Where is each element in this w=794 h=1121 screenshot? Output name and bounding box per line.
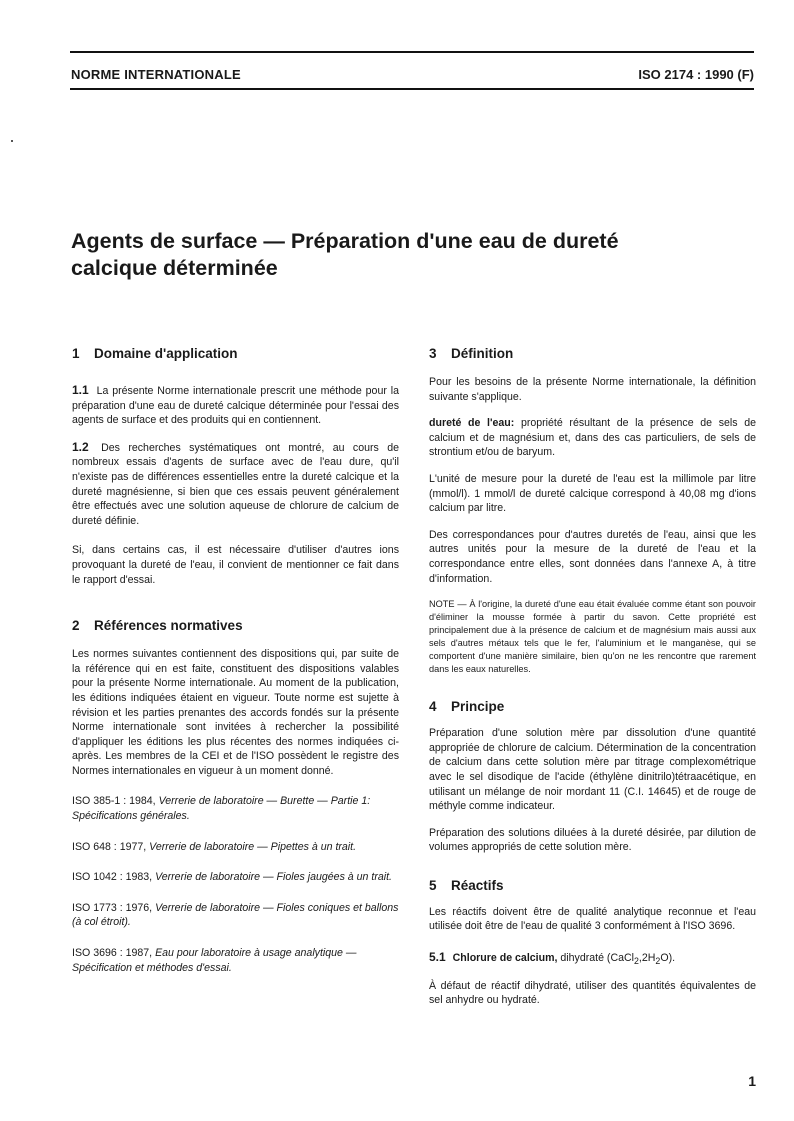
clause-1-note: Si, dans certains cas, il est nécessaire d'utiliser d'autres ions provoquant la dureté de l'eau, il convient de mentionner ce fait dans le rapport d'essai.	[72, 544, 399, 586]
section-4-heading: 4 Principe	[429, 699, 505, 715]
clause-5-1-alternative: À défaut de réactif dihydraté, utiliser des quantités équivalentes de sel anhydre ou hydraté.	[429, 979, 756, 1007]
definition-water-hardness: dureté de l'eau: propriété résultant de la présence de sels de calcium et de magnésium et, dans des cas particuliers, de sels de strontium et/ou de baryum.	[429, 417, 756, 459]
section-2-heading: 2 Références normatives	[72, 618, 243, 634]
reference-list	[72, 794, 399, 975]
section-4-principle: Préparation d'une solution mère par dissolution d'une quantité appropriée de chlorure de calcium. Détermination de la concentration de calcium dans cette solution mère par titrage complexométrique avec le sel disodique de l'acide (éthylène dinitrilo)tétraacétique, en utilisant un mélange de noir mordant 11 (C.I. 14645) et de rouge de méthyle comme indicateur.	[429, 727, 756, 813]
reference-item: ISO 1042 : 1983, Verrerie de laboratoire — Fioles jaugées à un trait.	[72, 871, 392, 884]
section-2-intro: Les normes suivantes contiennent des dispositions qui, par suite de la référence qui en est faite, constituent des dispositions valables pour la présente Norme internationale. Au moment de la publication, les éditions indiquées étaient en vigueur. Toute norme est sujette à révision et les parties prenantes des accords fondés sur la présente Norme internationale sont invitées à rechercher la possibilité d'appliquer les éditions les plus récentes des normes indiquées ci-après. Les membres de la CEI et de l'ISO possèdent le registre des Normes internationales en vigueur à un moment donné.	[72, 648, 399, 777]
clause-1-1: 1.1 La présente Norme internationale prescrit une méthode pour la préparation d'une eau de dureté calcique déterminée pour l'essai des agents de surface et des produits qui en contiennent.	[72, 383, 399, 427]
margin-mark	[11, 140, 13, 142]
section-5-intro: Les réactifs doivent être de qualité analytique reconnue et l'eau utilisée doit être de l'eau de qualité 3 conformément à l'ISO 3696.	[429, 905, 756, 933]
right-column	[429, 345, 756, 1008]
section-4-dilution: Préparation des solutions diluées à la dureté désirée, par dilution de volumes appropriés de cette solution mère.	[429, 826, 756, 854]
section-3-note: NOTE — À l'origine, la dureté d'une eau était évaluée comme étant son pouvoir d'éliminer la mousse formée à partir du savon. Cette propriété est principalement due à la présence de calcium et de magnésium mais aussi aux sels d'autres métaux tels que le fer, l'aluminium et le manganèse, qui se comportent d'une manière similaire, bien qu'on ne les rencontre que rarement dans les eaux naturelles.	[429, 599, 756, 675]
reference-item: ISO 3696 : 1987, Eau pour laboratoire à usage analytique — Spécification et méthodes d'essai.	[72, 947, 357, 974]
left-column	[72, 345, 399, 975]
section-3-heading: 3 Définition	[429, 346, 514, 361]
title-line-1: Agents de surface — Préparation d'une eau de dureté	[71, 229, 619, 253]
clause-1-2: 1.2 Des recherches systématiques ont montré, au cours de nombreux essais d'agents de surface avec de l'eau dure, qu'il n'existe pas de différences essentielles entre la dureté calcique et la dureté magnésienne, si bien que ces essais peuvent généralement être effectués avec une solution aqueuse de chlorure de calcium de dureté définie.	[72, 439, 399, 527]
section-3-unit: L'unité de mesure pour la dureté de l'eau est la millimole par litre (mmol/l). 1 mmol/l de dureté calcique correspond à 40,08 mg d'ions calcium par litre.	[429, 472, 756, 515]
page-number: 1	[748, 1073, 756, 1089]
top-rule	[70, 51, 754, 53]
header-standard-type: NORME INTERNATIONALE	[71, 67, 241, 82]
reference-item: ISO 385-1 : 1984, Verrerie de laboratoire — Burette — Partie 1: Spécifications générales.	[72, 795, 371, 823]
reference-item: ISO 648 : 1977, Verrerie de laboratoire — Pipettes à un trait.	[72, 840, 357, 853]
section-5-heading: 5 Réactifs	[429, 877, 504, 893]
title-line-2: calcique déterminée	[71, 256, 278, 280]
section-1-heading: 1 Domaine d'application	[72, 346, 238, 361]
section-3-intro: Pour les besoins de la présente Norme internationale, la définition suivante s'applique.	[429, 376, 756, 403]
header-standard-ref: ISO 2174 : 1990 (F)	[638, 67, 754, 82]
document-title	[71, 228, 731, 282]
clause-5-1: 5.1 Chlorure de calcium, dihydraté $(CaCl_2,2H_2O)$.	[429, 950, 676, 967]
reference-item: ISO 1773 : 1976, Verrerie de laboratoire — Fioles coniques et ballons (à col étroit).	[72, 901, 399, 929]
header-rule	[70, 88, 754, 90]
section-3-correspondence: Des correspondances pour d'autres duretés de l'eau, ainsi que les autres unités pour la mesure de la dureté de l'eau et la correspondance entre elles, sont données dans l'annexe A, à titre d'information.	[429, 528, 756, 585]
